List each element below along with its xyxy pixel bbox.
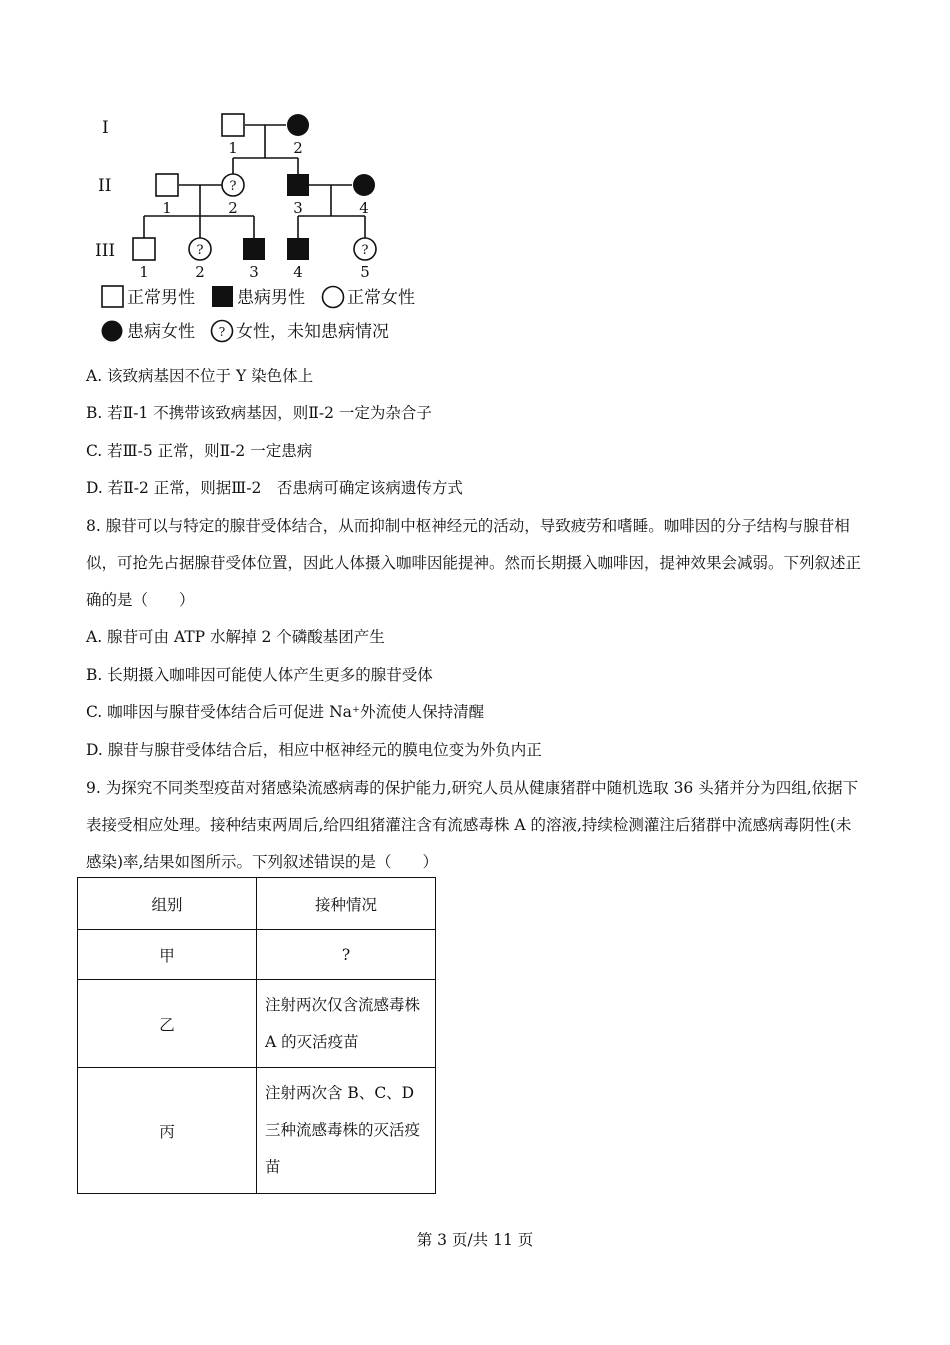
num-I-1: 1 (228, 139, 238, 157)
legend-normal-male-symbol (102, 286, 123, 307)
III-4-affected-male (287, 238, 309, 260)
num-II-1: 1 (162, 199, 172, 217)
num-II-3: 3 (293, 199, 303, 217)
q9-stem: 9. 为探究不同类型疫苗对猪感染流感病毒的保护能力,研究人员从健康猪群中随机选取 36 头猪并分为四组,依据下表接受相应处理。接种结束两周后,给四组猪灌注含有流感毒株 A 的溶液,持续检测灌注后猪群中流感病毒阴性(未感染)率,结果如图所示。下列叙述错误的是（ ） (86, 779, 859, 871)
pedigree-chart (88, 103, 438, 348)
II-3-affected-male (287, 174, 309, 196)
III-2-question: ? (196, 243, 204, 258)
num-III-1: 1 (139, 263, 149, 281)
num-III-3: 3 (249, 263, 259, 281)
legend-unknown-female: 女性，未知患病情况 (236, 322, 389, 342)
num-II-4: 4 (359, 199, 369, 217)
page-footer: 第 3 页/共 11 页 (416, 1231, 534, 1249)
num-II-2: 2 (228, 199, 238, 217)
table-header-treatment: 接种情况 (257, 878, 436, 930)
num-I-2: 2 (293, 139, 303, 157)
I-1-normal-male (222, 114, 244, 136)
legend-normal-male: 正常男性 (127, 288, 195, 308)
q8-option-b: B. 长期摄入咖啡因可能使人体产生更多的腺苷受体 (86, 666, 433, 684)
gen-label-2: II (98, 176, 112, 196)
treatment-cell: 注射两次含 B、C、D 三种流感毒株的灭活疫苗 (257, 1068, 436, 1194)
II-4-affected-female (353, 174, 375, 196)
gen-label-1: I (102, 118, 109, 138)
q7-option-d: D. 若Ⅱ-2 正常，则据Ⅲ-2 否患病可确定该病遗传方式 (86, 479, 463, 497)
table-header-row (78, 878, 436, 930)
table-row (78, 930, 436, 980)
group-cell: 甲 (78, 930, 257, 980)
q7-option-a: A. 该致病基因不位于 Y 染色体上 (86, 367, 314, 385)
q8-option-c: C. 咖啡因与腺苷受体结合后可促进 Na⁺外流使人保持清醒 (86, 703, 485, 721)
legend-affected-female-symbol (102, 321, 123, 342)
table-row (78, 1068, 436, 1194)
legend-normal-female-symbol (323, 287, 344, 308)
II-1-normal-male (156, 174, 178, 196)
legend-question: ? (218, 325, 226, 339)
group-cell: 丙 (78, 1068, 257, 1194)
q7-option-c: C. 若Ⅲ-5 正常，则Ⅱ-2 一定患病 (86, 442, 313, 460)
q7-option-b: B. 若Ⅱ-1 不携带该致病基因，则Ⅱ-2 一定为杂合子 (86, 404, 432, 422)
III-3-affected-male (243, 238, 265, 260)
gen-label-3: III (95, 241, 116, 261)
num-III-2: 2 (195, 263, 205, 281)
group-cell: 乙 (78, 980, 257, 1068)
q9-group-table (77, 877, 436, 1194)
num-III-5: 5 (360, 263, 370, 281)
treatment-cell: ? (257, 930, 436, 980)
q8-option-d: D. 腺苷与腺苷受体结合后，相应中枢神经元的膜电位变为外负内正 (86, 741, 542, 759)
legend-affected-female: 患病女性 (127, 322, 195, 342)
legend-affected-male: 患病男性 (237, 288, 305, 308)
III-1-normal-male (133, 238, 155, 260)
treatment-cell: 注射两次仅含流感毒株 A 的灭活疫苗 (257, 980, 436, 1068)
pedigree-figure (88, 103, 438, 348)
num-III-4: 4 (293, 263, 303, 281)
legend-normal-female: 正常女性 (347, 288, 415, 308)
table-row (78, 980, 436, 1068)
table-header-group: 组别 (78, 878, 257, 930)
q8-stem: 8. 腺苷可以与特定的腺苷受体结合，从而抑制中枢神经元的活动，导致疲劳和嗜睡。咖啡因的分子结构与腺苷相似，可抢先占据腺苷受体位置，因此人体摄入咖啡因能提神。然而长期摄入咖啡因，提神效果会减弱。下列叙述正确的是（ ） (86, 517, 862, 609)
II-2-question: ? (229, 179, 237, 194)
III-5-question: ? (361, 243, 369, 258)
legend-affected-male-symbol (212, 286, 233, 307)
q8-option-a: A. 腺苷可由 ATP 水解掉 2 个磷酸基团产生 (86, 628, 385, 646)
I-2-affected-female (287, 114, 309, 136)
